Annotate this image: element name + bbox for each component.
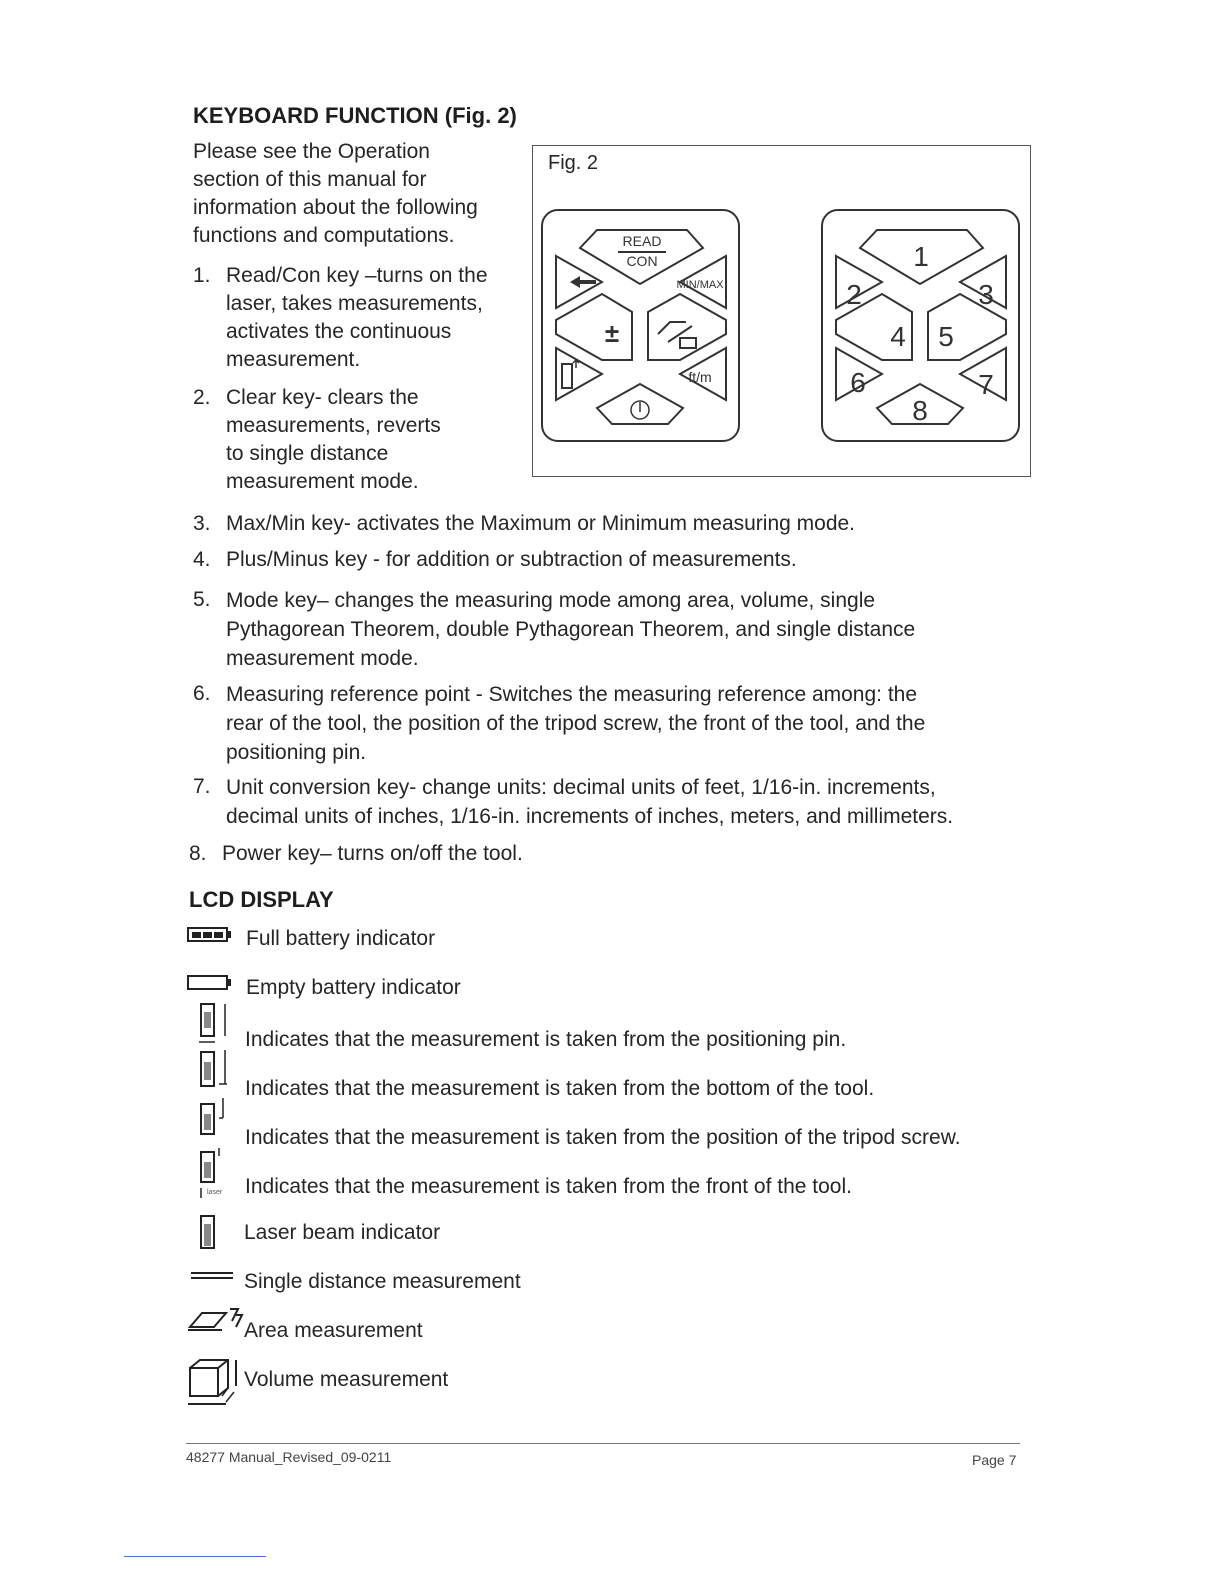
item-line: Pythagorean Theorem, double Pythagorean Theorem, and single distance xyxy=(226,618,916,641)
item-line: measurement mode. xyxy=(226,470,419,493)
item-line: decimal units of inches, 1/16-in. increments of inches, meters, and millimeters. xyxy=(226,805,954,828)
mode-key xyxy=(648,294,726,360)
item-line: measurement. xyxy=(226,348,361,371)
item-line: Max/Min key- activates the Maximum or Minimum measuring mode. xyxy=(226,512,856,535)
tripod-screw-icon xyxy=(195,1094,235,1140)
item-line: Mode key– changes the measuring mode among area, volume, single xyxy=(226,589,876,612)
footer-doc-id: 48277 Manual_Revised_09-0211 xyxy=(186,1449,392,1465)
item-number: 5. xyxy=(193,588,211,611)
lcd-row-text: Indicates that the measurement is taken from the bottom of the tool. xyxy=(245,1077,875,1100)
area-icon xyxy=(186,1305,246,1333)
single-distance-icon xyxy=(189,1270,235,1282)
item-number: 6. xyxy=(193,682,211,705)
item-number: 2. xyxy=(193,386,211,409)
lcd-row-text: Full battery indicator xyxy=(246,927,436,950)
item-line: positioning pin. xyxy=(226,741,367,764)
minmax-key-label: MIN/MAX xyxy=(676,279,724,291)
item-line: Clear key- clears the xyxy=(226,386,419,409)
item-line: rear of the tool, the position of the tripod screw, the front of the tool, and the xyxy=(226,712,926,735)
key-number-8: 8 xyxy=(912,395,928,426)
item-line: measurement mode. xyxy=(226,647,419,670)
key-number-1: 1 xyxy=(913,241,929,272)
lcd-row-text: Indicates that the measurement is taken from the position of the tripod screw. xyxy=(245,1126,961,1149)
footer-page-number: Page 7 xyxy=(972,1452,1017,1468)
item-line: laser, takes measurements, xyxy=(226,292,483,315)
item-line: Read/Con key –turns on the xyxy=(226,264,488,287)
intro-line: section of this manual for xyxy=(193,168,427,191)
plus-minus-key xyxy=(556,294,632,360)
key-number-7: 7 xyxy=(978,369,994,400)
keyboard-heading: KEYBOARD FUNCTION (Fig. 2) xyxy=(193,103,517,128)
lcd-row-text: Laser beam indicator xyxy=(244,1221,441,1244)
intro-paragraph xyxy=(193,138,523,250)
key-number-5: 5 xyxy=(938,321,954,352)
read-key-label: READ xyxy=(622,233,662,249)
item-line: Unit conversion key- change units: decimal units of feet, 1/16-in. increments, xyxy=(226,776,936,799)
item-line: to single distance xyxy=(226,442,389,465)
unit-key-label: ft/m xyxy=(688,369,712,385)
lcd-row-text: Volume measurement xyxy=(244,1368,449,1391)
plus-minus-label: ± xyxy=(604,318,620,348)
full-battery-icon xyxy=(187,925,233,945)
footer-divider xyxy=(186,1443,1020,1444)
lcd-heading: LCD DISPLAY xyxy=(189,887,334,912)
key-number-6: 6 xyxy=(850,367,866,398)
lcd-row-text: Indicates that the measurement is taken from the positioning pin. xyxy=(245,1028,847,1051)
lcd-row-text: Indicates that the measurement is taken from the front of the tool. xyxy=(245,1175,852,1198)
key-number-3: 3 xyxy=(978,279,994,310)
intro-line: functions and computations. xyxy=(193,224,455,247)
item-line: Power key– turns on/off the tool. xyxy=(222,842,523,865)
item-line: Plus/Minus key - for addition or subtraction of measurements. xyxy=(226,548,797,571)
bottom-of-tool-icon xyxy=(195,1048,235,1094)
volume-icon xyxy=(186,1356,244,1408)
key-number-2: 2 xyxy=(846,279,862,310)
lcd-row-text: Single distance measurement xyxy=(244,1270,521,1293)
key-number-4: 4 xyxy=(890,321,906,352)
laser-beam-icon xyxy=(195,1212,225,1252)
con-key-label: CON xyxy=(626,253,658,269)
device-icon xyxy=(562,364,572,388)
intro-line: Please see the Operation xyxy=(193,140,430,163)
item-number: 3. xyxy=(193,512,211,535)
arrow-left-icon xyxy=(570,276,596,288)
item-line: measurements, reverts xyxy=(226,414,441,437)
empty-battery-icon xyxy=(187,973,233,993)
positioning-pin-icon xyxy=(195,998,235,1046)
item-line: Measuring reference point - Switches the measuring reference among: the xyxy=(226,683,918,706)
mode-icon xyxy=(658,322,696,348)
keypad-illustration xyxy=(540,208,742,444)
item-number: 7. xyxy=(193,775,211,798)
lcd-row-text: Area measurement xyxy=(244,1319,423,1342)
figure-label: Fig. 2 xyxy=(548,152,599,174)
item-number: 8. xyxy=(189,842,207,865)
bottom-rule xyxy=(124,1556,266,1557)
item-line: activates the continuous xyxy=(226,320,452,343)
laser-small-label: laser xyxy=(207,1189,223,1196)
item-number: 4. xyxy=(193,548,211,571)
keypad-numbered-illustration xyxy=(820,208,1022,444)
lcd-row-text: Empty battery indicator xyxy=(246,976,461,999)
item-number: 1. xyxy=(193,264,211,287)
intro-line: information about the following xyxy=(193,196,478,219)
